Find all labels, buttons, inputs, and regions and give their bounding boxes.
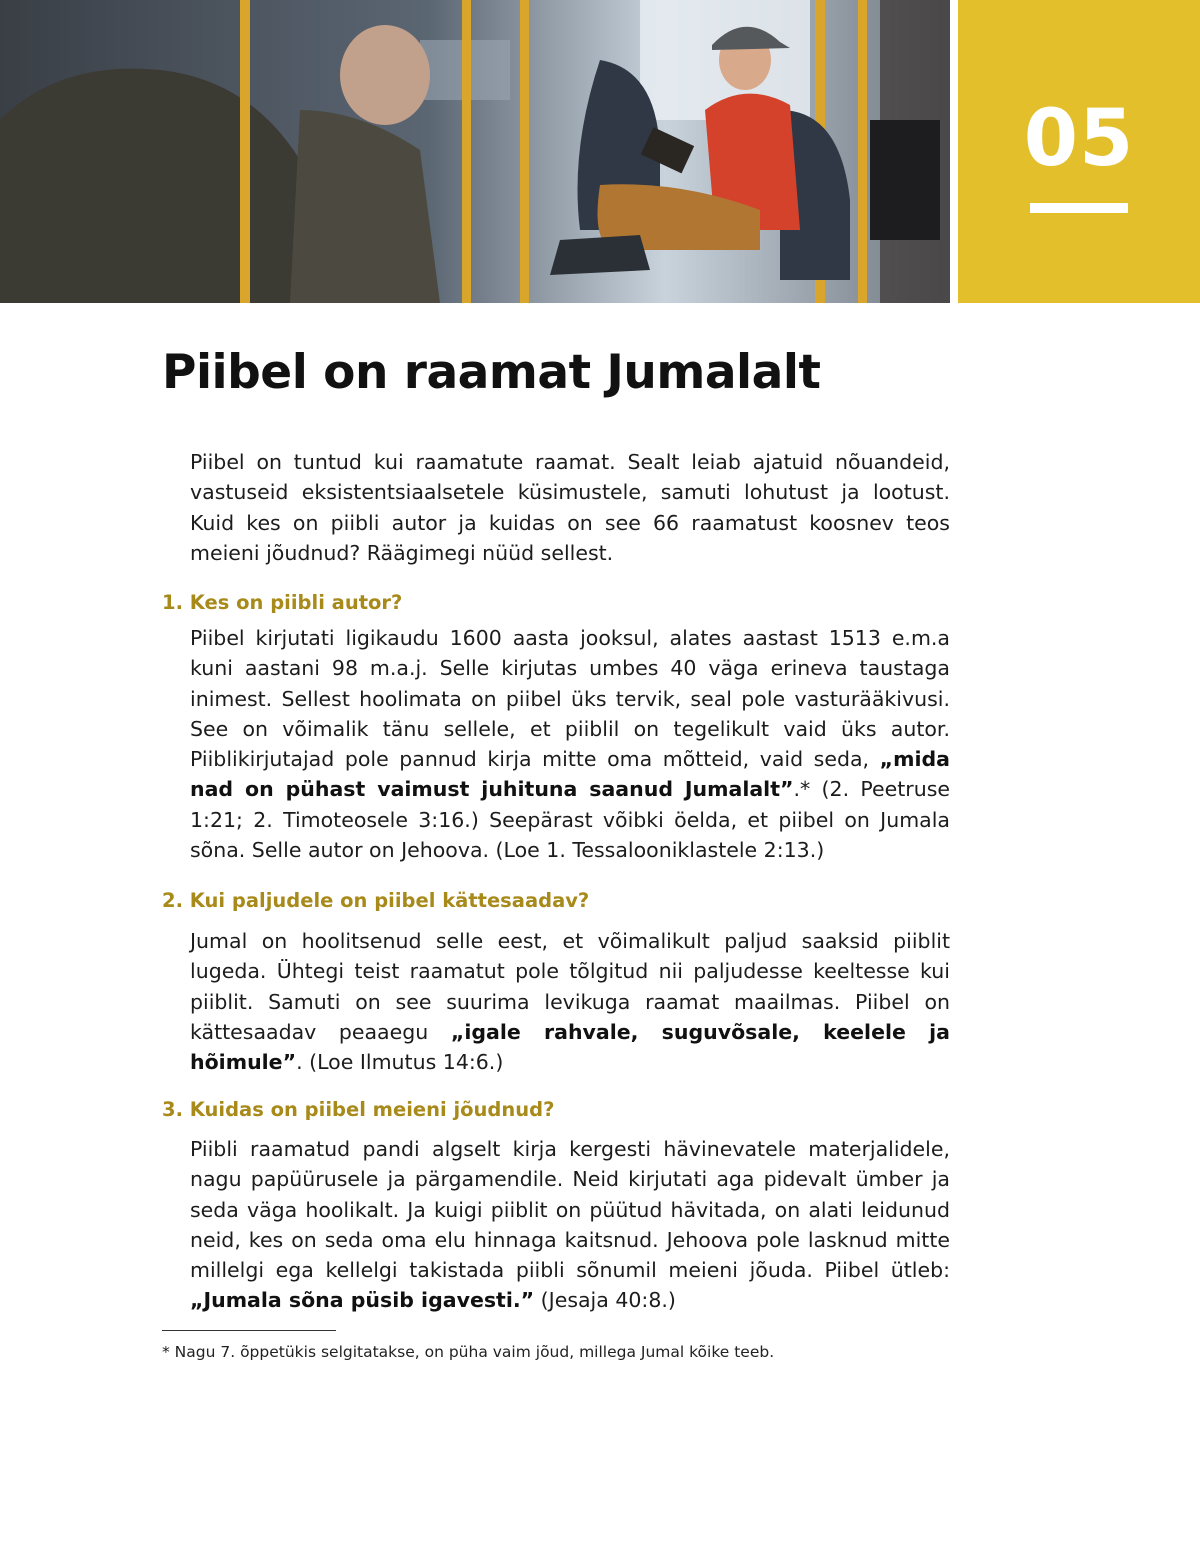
page-title: Piibel on raamat Jumalalt: [162, 345, 821, 400]
question-3: 3. Kuidas on piibel meieni jõudnud?: [162, 1098, 555, 1121]
answer-2-quote: „igale rahvale, suguvõsale, keelele ja hõimule”: [190, 1019, 950, 1075]
answer-1-text-a: Piibel kirjutati ligikaudu 1600 aasta jooksul, alates aastast 1513 e.m.a kuni aastani 98 m.a.j. Selle kirjutas umbes 40 väga erineva taustaga inimest. Sellest hoolimata on piibel üks tervik, seal pole vasturääkivusi. See on võimalik tänu sellele, et piiblil on tegelikult vaid üks autor. Piiblikirjutajad pole pannud kirja mitte oma mõtteid, vaid seda,: [190, 626, 950, 772]
intro-paragraph: Piibel on tuntud kui raamatute raamat. Sealt leiab ajatuid nõuandeid, vastuseid eksistentsiaalsetele küsimustele, samuti lohutust ja lootust. Kuid kes on piibli autor ja kuidas on see 66 raamatust koosnev teos meieni jõudnud? Räägimegi nüüd sellest.: [190, 450, 950, 565]
answer-1-text-b: .* (2. Peetruse 1:21; 2. Timoteosele 3:16.) Seepärast võibki öelda, et piibel on Jumala sõna. Selle autor on Jehoova. (Loe 1. Tessalooniklastele 2:13.): [190, 777, 950, 863]
lesson-number: 05: [1023, 94, 1135, 184]
question-1: 1. Kes on piibli autor?: [162, 591, 403, 614]
answer-2-text-a: Jumal on hoolitsenud selle eest, et võimalikult paljud saaksid piiblit lugeda. Ühtegi teist raamatut pole tõlgitud nii paljudesse keeltesse kui piiblit. Samuti on see suurima levikuga raamat maailmas. Piibel on kättesaadav peaaegu: [190, 929, 950, 1044]
answer-1: [190, 623, 950, 865]
answer-1-quote: „mida nad on pühast vaimust juhituna saanud Jumalalt”: [190, 747, 950, 802]
answer-3-text-a: Piibli raamatud pandi algselt kirja kergesti hävinevatele materjalidele, nagu papüürusele ja pärgamendile. Neid kirjutati aga pidevalt ümber ja seda väga hoolikalt. Ja kuigi piiblit on püütud hävitada, on alati leidunud neid, kes on seda oma elu hinnaga kaitsnud. Jehoova pole lasknud mitte millelgi ega kellelgi takistada piibli sõnumil meieni jõuda. Piibel ütleb:: [190, 1137, 950, 1283]
question-2: 2. Kui paljudele on piibel kättesaadav?: [162, 889, 590, 912]
footnote: * Nagu 7. õppetükis selgitatakse, on püha vaim jõud, millega Jumal kõike teeb.: [162, 1343, 775, 1361]
answer-3: [190, 1134, 950, 1316]
footnote-divider: [162, 1330, 336, 1331]
badge-underline: [1030, 203, 1128, 213]
header-photo: [0, 0, 950, 303]
answer-2: [190, 926, 950, 1077]
answer-3-text-b: (Jesaja 40:8.): [534, 1288, 676, 1313]
lesson-number-badge: [958, 0, 1200, 303]
bus-reading-photo: [0, 0, 950, 303]
answer-2-text-b: . (Loe Ilmutus 14:6.): [296, 1050, 504, 1075]
answer-3-quote: „Jumala sõna püsib igavesti.”: [190, 1288, 535, 1313]
